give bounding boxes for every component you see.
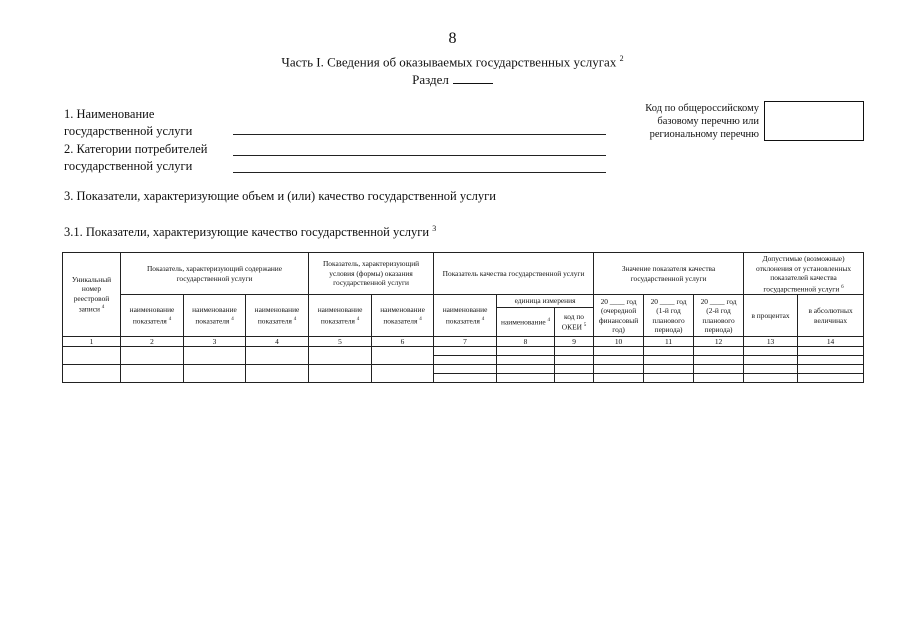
table-cell <box>309 346 372 364</box>
header-deviation: Допустимые (возможные) отклонения от установленных показателей качества государственной услуги $^6$ <box>744 253 864 295</box>
section-line <box>0 72 905 88</box>
header-row-2 <box>63 295 864 308</box>
table-cell <box>434 346 497 355</box>
table-cell <box>246 364 309 382</box>
table-cell <box>121 364 184 382</box>
code-label-line3: региональному перечню <box>649 129 759 140</box>
table-cell <box>555 373 594 382</box>
table-cell <box>644 346 694 355</box>
table-cell <box>372 346 434 364</box>
section3-title: 3. Показатели, характеризующие объем и (или) качество государственной услуги <box>64 189 496 203</box>
service-name-label-line1: 1. Наименование <box>64 107 155 121</box>
part-title-footnote: 2 <box>619 54 624 63</box>
column-number-9: 9 <box>555 336 594 346</box>
header-col4-name: наименование показателя $^4$ <box>246 295 309 337</box>
table-cell <box>497 346 555 355</box>
table-cell <box>434 355 497 364</box>
column-number-7: 7 <box>434 336 497 346</box>
column-number-13: 13 <box>744 336 798 346</box>
consumers-label <box>64 141 207 175</box>
table-cell <box>309 364 372 382</box>
service-name-label <box>64 106 192 140</box>
header-col6-name: наименование показателя $^4$ <box>372 295 434 337</box>
table-row <box>63 364 864 373</box>
section31-title-text: 3.1. Показатели, характеризующие качество государственной услуги <box>64 225 430 240</box>
table-cell <box>555 364 594 373</box>
table-cell <box>744 355 798 364</box>
section31-title <box>64 224 436 240</box>
header-percent: в процентах <box>744 295 798 337</box>
header-unit: единица измерения <box>497 295 594 308</box>
table-cell <box>434 364 497 373</box>
table-cell <box>594 373 644 382</box>
header-absolute: в абсолютных величинах <box>798 295 864 337</box>
consumers-label-line2: государственной услуги <box>64 159 193 173</box>
table-cell <box>798 355 864 364</box>
column-number-14: 14 <box>798 336 864 346</box>
table-cell <box>497 355 555 364</box>
part-title <box>0 54 905 70</box>
consumers-line-1 <box>233 155 606 156</box>
header-year-3: 20 ____ год (2-й год планового периода) <box>694 295 744 337</box>
header-quality-indicator: Показатель качества государственной услуги <box>434 253 594 295</box>
table-cell <box>434 373 497 382</box>
table-cell <box>63 364 121 382</box>
header-row-1 <box>63 253 864 295</box>
column-number-8: 8 <box>497 336 555 346</box>
section-number-blank <box>453 72 493 84</box>
table-cell <box>121 346 184 364</box>
column-number-6: 6 <box>372 336 434 346</box>
table-cell <box>497 373 555 382</box>
table-cell <box>594 355 644 364</box>
header-content-indicator: Показатель, характеризующий содержание государственной услуги <box>121 253 309 295</box>
column-number-11: 11 <box>644 336 694 346</box>
table-cell <box>744 373 798 382</box>
table-cell <box>798 346 864 355</box>
table-cell <box>184 346 246 364</box>
header-year-2: 20 ____ год (1-й год планового периода) <box>644 295 694 337</box>
consumers-line-2 <box>233 172 606 173</box>
table-cell <box>694 364 744 373</box>
header-col5-name: наименование показателя $^4$ <box>309 295 372 337</box>
table-cell <box>694 373 744 382</box>
table-cell <box>555 346 594 355</box>
code-label-line2: базовому перечню или <box>657 116 759 127</box>
header-okei: код по ОКЕИ $^5$ <box>555 307 594 336</box>
section-label: Раздел <box>412 72 449 87</box>
table-cell <box>694 355 744 364</box>
table-cell <box>798 373 864 382</box>
consumers-label-line1: 2. Категории потребителей <box>64 142 208 156</box>
table-cell <box>594 364 644 373</box>
table-cell <box>644 373 694 382</box>
quality-table <box>62 252 864 383</box>
table-cell <box>644 355 694 364</box>
code-box <box>764 101 864 141</box>
page-number: 8 <box>448 30 457 47</box>
header-col2-name: наименование показателя $^4$ <box>121 295 184 337</box>
part-title-text: Часть I. Сведения об оказываемых государственных услугах <box>281 54 617 70</box>
column-number-4: 4 <box>246 336 309 346</box>
table-cell <box>246 346 309 364</box>
table-cell <box>184 364 246 382</box>
table-cell <box>644 364 694 373</box>
code-label <box>629 102 759 141</box>
table-cell <box>694 346 744 355</box>
table-cell <box>744 346 798 355</box>
section31-footnote: 3 <box>432 224 437 233</box>
column-number-10: 10 <box>594 336 644 346</box>
column-number-1: 1 <box>63 336 121 346</box>
header-col7-name: наименование показателя $^4$ <box>434 295 497 337</box>
table-row <box>63 346 864 355</box>
column-number-12: 12 <box>694 336 744 346</box>
table-cell <box>497 364 555 373</box>
column-number-2: 2 <box>121 336 184 346</box>
table-cell <box>798 364 864 373</box>
table-cell <box>372 364 434 382</box>
table-cell <box>744 364 798 373</box>
header-indicator-value: Значение показателя качества государственной услуги <box>594 253 744 295</box>
header-col3-name: наименование показателя $^4$ <box>184 295 246 337</box>
column-number-row <box>63 336 864 346</box>
table-cell <box>594 346 644 355</box>
header-unit-name: наименование $^4$ <box>497 307 555 336</box>
column-number-3: 3 <box>184 336 246 346</box>
table-cell <box>555 355 594 364</box>
header-conditions-indicator: Показатель, характеризующий условия (формы) оказания государственной услуги <box>309 253 434 295</box>
code-label-line1: Код по общероссийскому <box>645 103 759 114</box>
column-number-5: 5 <box>309 336 372 346</box>
header-year-1: 20 ____ год (очередной финансовый год) <box>594 295 644 337</box>
header-unique-number: Уникальный номер реестровой записи $^4$ <box>63 253 121 337</box>
table-cell <box>63 346 121 364</box>
service-name-label-line2: государственной услуги <box>64 124 193 138</box>
service-name-line <box>233 134 606 135</box>
